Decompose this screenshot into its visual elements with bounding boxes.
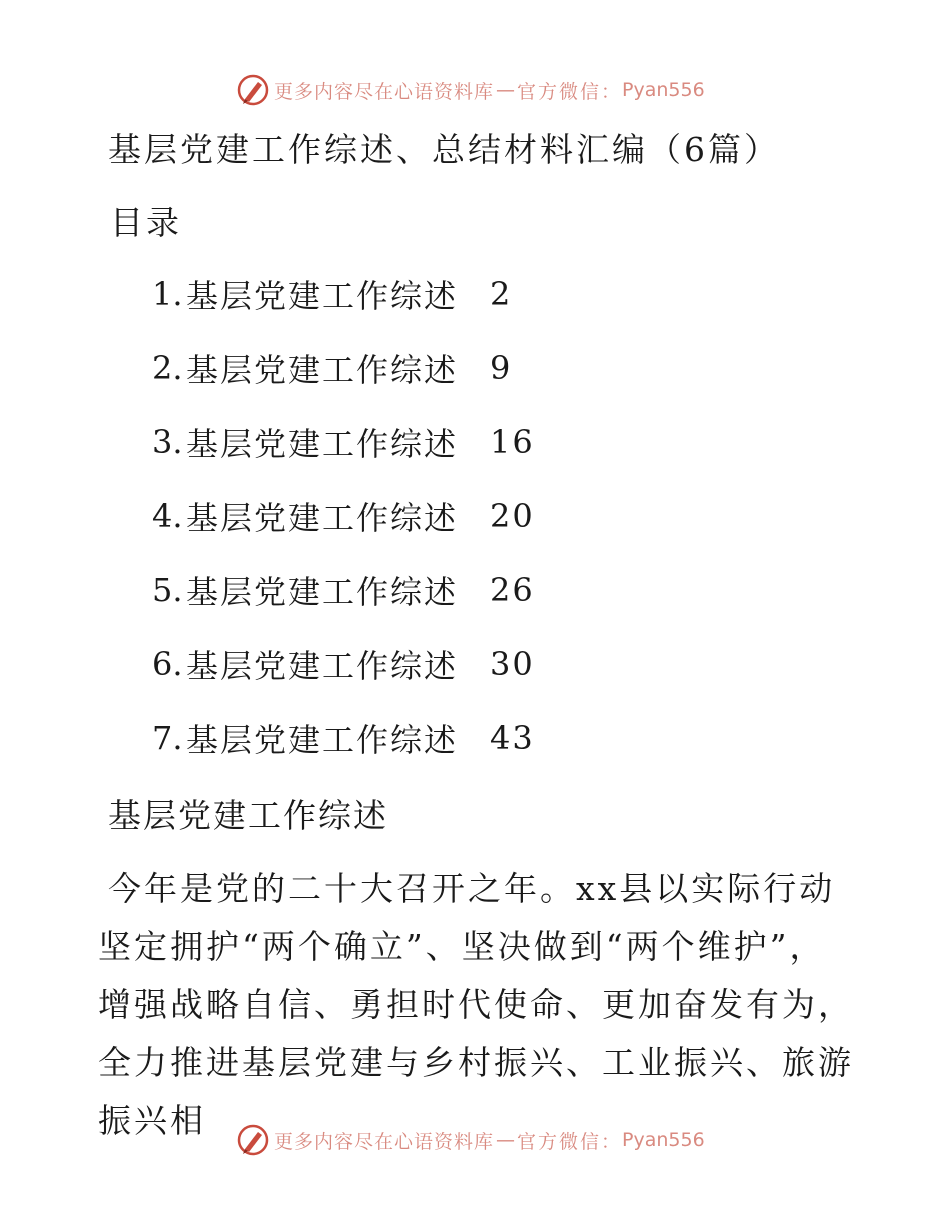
toc-item-text: 基层党建工作综述 — [186, 351, 459, 389]
banner-wechat-id: Pyan556 — [622, 79, 705, 101]
toc-item-text: 基层党建工作综述 — [186, 647, 459, 685]
toc-item-number: 2. — [152, 349, 183, 387]
banner-wechat-id: Pyan556 — [622, 1129, 705, 1151]
section-heading: 基层党建工作综述 — [108, 796, 388, 835]
toc-item-5[interactable] — [152, 568, 535, 612]
banner-wechat-label: 官方微信： — [517, 1130, 623, 1153]
header-watermark-banner — [236, 72, 705, 108]
banner-dash: — — [496, 79, 516, 101]
toc-item-page: 43 — [490, 719, 535, 757]
toc-item-text: 基层党建工作综述 — [186, 499, 459, 537]
toc-item-number: 4. — [152, 497, 183, 535]
banner-brand-text: 更多内容尽在心语资料库 — [274, 80, 495, 103]
toc-item-4[interactable] — [152, 494, 535, 538]
toc-item-page: 2 — [490, 275, 513, 313]
body-paragraph: 今年是党的二十大召开之年。xx县以实际行动坚定拥护“两个确立”、坚决做到“两个维护”，增强战略自信、勇担时代使命、更加奋发有为，全力推进基层党建与乡村振兴、工业振兴、旅游振兴相 — [98, 869, 854, 1140]
toc-item-number: 6. — [152, 645, 183, 683]
footer-watermark-banner — [236, 1122, 705, 1158]
toc-item-number: 5. — [152, 571, 183, 609]
toc-item-1[interactable] — [152, 272, 512, 316]
toc-item-text: 基层党建工作综述 — [186, 425, 459, 463]
pen-logo-icon — [236, 1123, 270, 1157]
document-title: 基层党建工作综述、总结材料汇编（6篇） — [108, 130, 780, 169]
toc-item-text: 基层党建工作综述 — [186, 277, 459, 315]
toc-item-number: 3. — [152, 423, 183, 461]
toc-item-text: 基层党建工作综述 — [186, 721, 459, 759]
toc-item-7[interactable] — [152, 716, 535, 760]
toc-item-page: 9 — [490, 349, 513, 387]
toc-item-6[interactable] — [152, 642, 535, 686]
toc-item-number: 1. — [152, 275, 183, 313]
banner-dash: — — [496, 1129, 516, 1151]
banner-brand-text: 更多内容尽在心语资料库 — [274, 1130, 495, 1153]
toc-item-page: 30 — [490, 645, 535, 683]
toc-item-page: 26 — [490, 571, 535, 609]
banner-wechat-label: 官方微信： — [517, 80, 623, 103]
toc-item-2[interactable] — [152, 346, 512, 390]
pen-logo-icon — [236, 73, 270, 107]
toc-item-text: 基层党建工作综述 — [186, 573, 459, 611]
toc-item-page: 16 — [490, 423, 535, 461]
toc-heading: 目录 — [110, 203, 182, 242]
toc-item-3[interactable] — [152, 420, 535, 464]
toc-item-page: 20 — [490, 497, 535, 535]
toc-item-number: 7. — [152, 719, 183, 757]
